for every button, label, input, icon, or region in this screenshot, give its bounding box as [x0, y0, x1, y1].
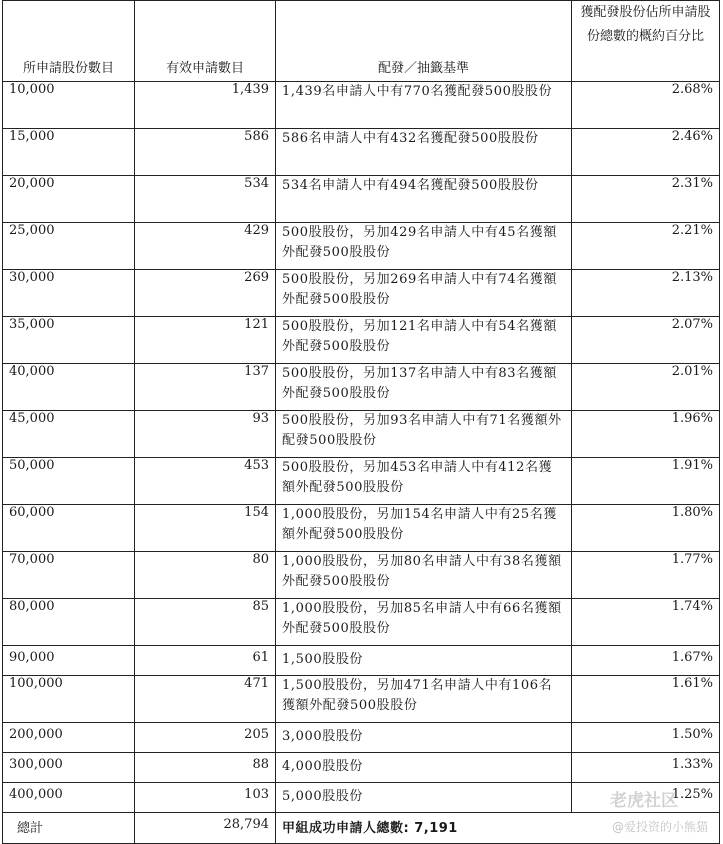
total-label: 總計 [3, 813, 135, 844]
table-row [3, 270, 720, 317]
cell-shares-applied: 10,000 [3, 82, 135, 129]
cell-shares-applied: 30,000 [3, 270, 135, 317]
cell-valid-applications: 205 [135, 723, 276, 753]
cell-shares-applied: 45,000 [3, 411, 135, 458]
table-row [3, 223, 720, 270]
cell-allotment-basis: 4,000股股份 [276, 753, 572, 783]
cell-allotment-basis: 1,439名申請人中有770名獲配發500股股份 [276, 82, 572, 129]
cell-valid-applications: 88 [135, 753, 276, 783]
cell-percentage: 1.33% [572, 753, 720, 783]
cell-shares-applied: 400,000 [3, 783, 135, 813]
cell-allotment-basis: 500股股份，另加93名申請人中有71名獲額外配發500股股份 [276, 411, 572, 458]
cell-percentage: 2.46% [572, 129, 720, 176]
cell-valid-applications: 154 [135, 505, 276, 552]
cell-percentage: 1.25% [572, 783, 720, 813]
cell-valid-applications: 586 [135, 129, 276, 176]
cell-valid-applications: 61 [135, 646, 276, 676]
table-row [3, 676, 720, 723]
cell-percentage: 1.67% [572, 646, 720, 676]
table-row [3, 129, 720, 176]
cell-valid-applications: 85 [135, 599, 276, 646]
cell-shares-applied: 25,000 [3, 223, 135, 270]
cell-shares-applied: 100,000 [3, 676, 135, 723]
table-body [3, 82, 720, 844]
cell-percentage: 1.91% [572, 458, 720, 505]
cell-percentage: 2.21% [572, 223, 720, 270]
cell-shares-applied: 35,000 [3, 317, 135, 364]
table-row [3, 82, 720, 129]
cell-percentage: 2.31% [572, 176, 720, 223]
cell-valid-applications: 429 [135, 223, 276, 270]
cell-valid-applications: 453 [135, 458, 276, 505]
cell-allotment-basis: 500股股份，另加121名申請人中有54名獲額外配發500股股份 [276, 317, 572, 364]
cell-percentage: 1.50% [572, 723, 720, 753]
cell-allotment-basis: 1,000股股份，另加80名申請人中有38名獲額外配發500股股份 [276, 552, 572, 599]
cell-valid-applications: 471 [135, 676, 276, 723]
cell-shares-applied: 40,000 [3, 364, 135, 411]
table-row [3, 176, 720, 223]
cell-shares-applied: 200,000 [3, 723, 135, 753]
cell-percentage: 2.01% [572, 364, 720, 411]
cell-allotment-basis: 1,500股股份 [276, 646, 572, 676]
cell-shares-applied: 50,000 [3, 458, 135, 505]
cell-valid-applications: 93 [135, 411, 276, 458]
cell-valid-applications: 534 [135, 176, 276, 223]
cell-percentage: 1.61% [572, 676, 720, 723]
header-shares-applied: 所申請股份數目 [3, 1, 135, 82]
table-row [3, 364, 720, 411]
cell-allotment-basis: 500股股份，另加269名申請人中有74名獲額外配發500股股份 [276, 270, 572, 317]
header-row [3, 1, 720, 82]
cell-valid-applications: 1,439 [135, 82, 276, 129]
cell-allotment-basis: 500股股份，另加137名申請人中有83名獲額外配發500股股份 [276, 364, 572, 411]
table-row [3, 505, 720, 552]
cell-percentage: 1.77% [572, 552, 720, 599]
cell-percentage: 2.68% [572, 82, 720, 129]
table-row [3, 753, 720, 783]
cell-valid-applications: 80 [135, 552, 276, 599]
header-valid-applications: 有效申請數目 [135, 1, 276, 82]
cell-valid-applications: 103 [135, 783, 276, 813]
cell-allotment-basis: 5,000股股份 [276, 783, 572, 813]
cell-allotment-basis: 3,000股股份 [276, 723, 572, 753]
cell-allotment-basis: 1,000股股份，另加85名申請人中有66名獲額外配發500股股份 [276, 599, 572, 646]
header-allotment-basis: 配發／抽籤基準 [276, 1, 572, 82]
table-row [3, 458, 720, 505]
cell-allotment-basis: 1,000股股份，另加154名申請人中有25名獲額外配發500股股份 [276, 505, 572, 552]
cell-percentage: 1.74% [572, 599, 720, 646]
cell-shares-applied: 15,000 [3, 129, 135, 176]
cell-shares-applied: 20,000 [3, 176, 135, 223]
watermark-logo: 老虎社区 [610, 791, 678, 811]
cell-allotment-basis: 534名申請人中有494名獲配發500股股份 [276, 176, 572, 223]
cell-allotment-basis: 1,500股股份，另加471名申請人中有106名獲額外配發500股股份 [276, 676, 572, 723]
cell-percentage: 1.80% [572, 505, 720, 552]
cell-valid-applications: 269 [135, 270, 276, 317]
total-valid-applications: 28,794 [135, 813, 276, 844]
cell-percentage: 2.13% [572, 270, 720, 317]
cell-allotment-basis: 500股股份，另加429名申請人中有45名獲額外配發500股股份 [276, 223, 572, 270]
header-approx-percentage: 獲配發股份佔所申請股份總數的概約百分比 [572, 1, 720, 82]
cell-allotment-basis: 500股股份，另加453名申請人中有412名獲額外配發500股股份 [276, 458, 572, 505]
total-successful-applicants: 甲組成功申請人總數: 7,191 [276, 813, 720, 844]
watermark-user: @爱投资的小熊猫 [612, 820, 709, 834]
table-row [3, 646, 720, 676]
cell-shares-applied: 80,000 [3, 599, 135, 646]
cell-percentage: 2.07% [572, 317, 720, 364]
table-row [3, 411, 720, 458]
table-row [3, 723, 720, 753]
cell-allotment-basis: 586名申請人中有432名獲配發500股股份 [276, 129, 572, 176]
cell-percentage: 1.96% [572, 411, 720, 458]
allotment-table [2, 0, 720, 844]
table-row [3, 599, 720, 646]
table-row [3, 552, 720, 599]
cell-shares-applied: 90,000 [3, 646, 135, 676]
cell-shares-applied: 60,000 [3, 505, 135, 552]
cell-shares-applied: 300,000 [3, 753, 135, 783]
cell-shares-applied: 70,000 [3, 552, 135, 599]
cell-valid-applications: 121 [135, 317, 276, 364]
table-row [3, 317, 720, 364]
cell-valid-applications: 137 [135, 364, 276, 411]
